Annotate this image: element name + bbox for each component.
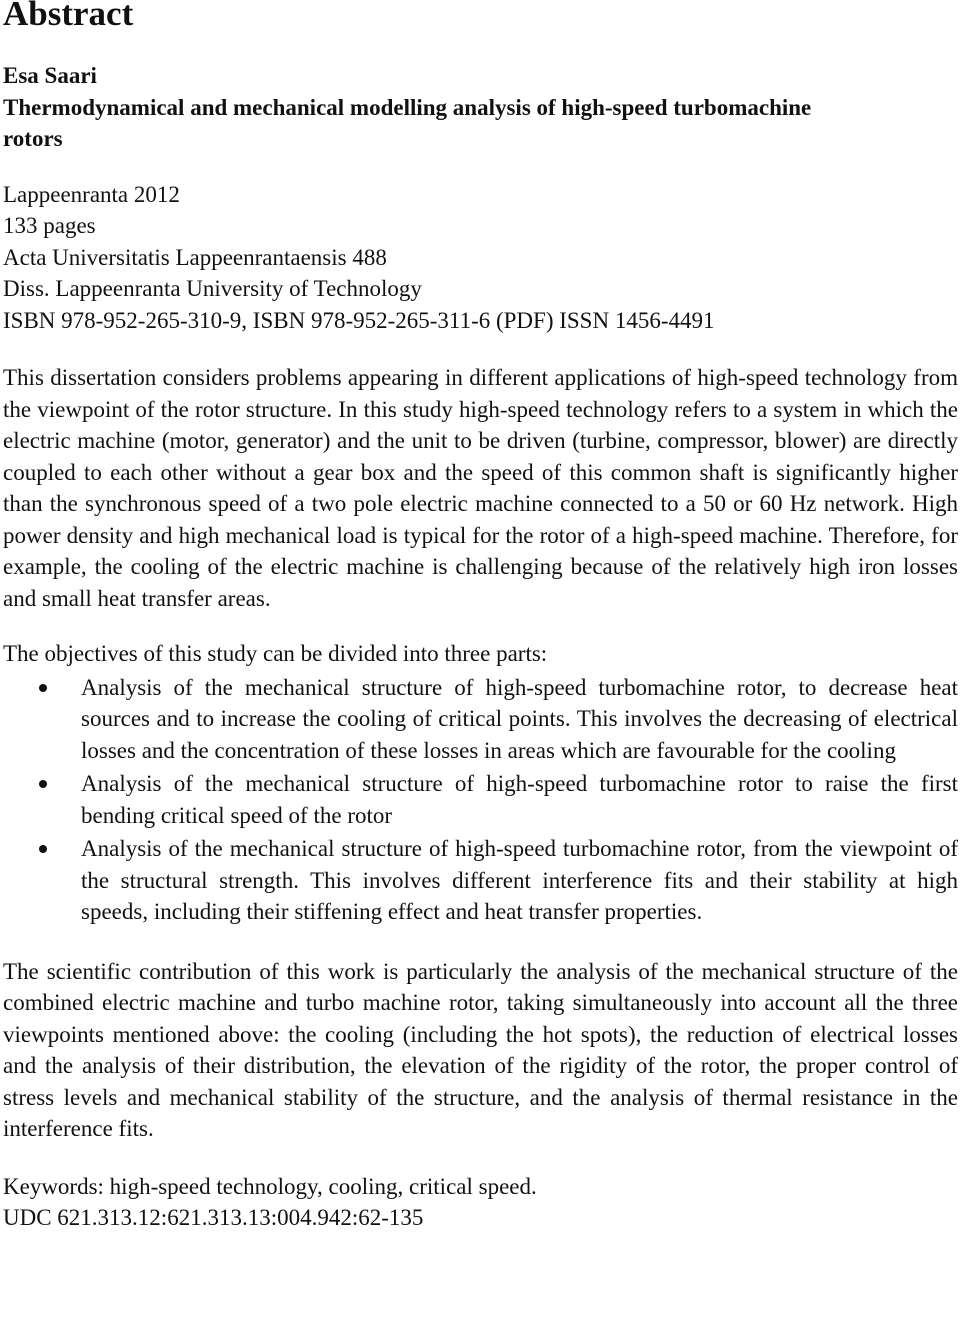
- thesis-title-line-1: Thermodynamical and mechanical modelling analysis of high-speed turbomachine: [3, 94, 812, 120]
- page-heading: Abstract: [3, 0, 134, 33]
- page-count: 133 pages: [3, 213, 96, 238]
- publication-meta: [3, 179, 958, 337]
- author-title-block: [3, 60, 958, 155]
- udc-line: UDC 621.313.12:621.313.13:004.942:62-135: [3, 1205, 424, 1230]
- bullet-icon: [39, 845, 47, 853]
- bullet-icon: [39, 684, 47, 692]
- author-name: Esa Saari: [3, 63, 97, 88]
- objective-text: Analysis of the mechanical structure of high-speed turbomachine rotor, from the viewpoint of the structural strength. This involves different interference fits and their stability at high speeds, including their stiffening effect and heat transfer properties.: [81, 836, 958, 924]
- place-year: Lappeenranta 2012: [3, 181, 180, 207]
- objectives-list: [3, 672, 958, 928]
- objective-text: Analysis of the mechanical structure of high-speed turbomachine rotor to raise the first bending critical speed of the rotor: [81, 771, 958, 828]
- objective-item: [3, 833, 958, 928]
- objectives-intro: The objectives of this study can be divided into three parts:: [3, 641, 548, 666]
- thesis-title-line-2: rotors: [3, 126, 63, 151]
- dissertation-info: Diss. Lappeenranta University of Technology: [3, 276, 422, 301]
- series-name: Acta Universitatis Lappeenrantaensis 488: [3, 244, 387, 270]
- objective-text: Analysis of the mechanical structure of high-speed turbomachine rotor, to decrease heat sources and to increase the cooling of critical points. This involves the decreasing of electrical losses and the concentration of these losses in areas which are favourable for the cooling: [81, 674, 958, 763]
- keywords-line: Keywords: high-speed technology, cooling, critical speed.: [3, 1173, 537, 1199]
- objective-item: [3, 768, 958, 831]
- keywords-block: [3, 1171, 958, 1234]
- contribution-paragraph: The scientific contribution of this work is particularly the analysis of the mechanical structure of the combined electric machine and turbo machine rotor, taking simultaneously into account all the three viewpoints mentioned above: the cooling (including the hot spots), the reduction of electrical losses and the analysis of their distribution, the elevation of the rigidity of the rotor, the proper control of stress levels and mechanical stability of the structure, and the analysis of thermal resistance in the interference fits.: [3, 958, 958, 1141]
- bullet-icon: [39, 780, 47, 788]
- intro-paragraph: This dissertation considers problems appearing in different applications of high-speed technology from the viewpoint of the rotor structure. In this study high-speed technology refers to a system in which the electric machine (motor, generator) and the unit to be driven (turbine, compressor, blower) are directly coupled to each other without a gear box and the speed of this common shaft is significantly higher than the synchronous speed of a two pole electric machine connected to a 50 or 60 Hz network. High power density and high mechanical load is typical for the rotor of a high-speed machine. Therefore, for example, the cooling of the electric machine is challenging because of the relatively high iron losses and small heat transfer areas.: [3, 365, 958, 611]
- isbn-issn: ISBN 978-952-265-310-9, ISBN 978-952-265-311-6 (PDF) ISSN 1456-4491: [3, 307, 715, 333]
- objective-item: [3, 672, 958, 767]
